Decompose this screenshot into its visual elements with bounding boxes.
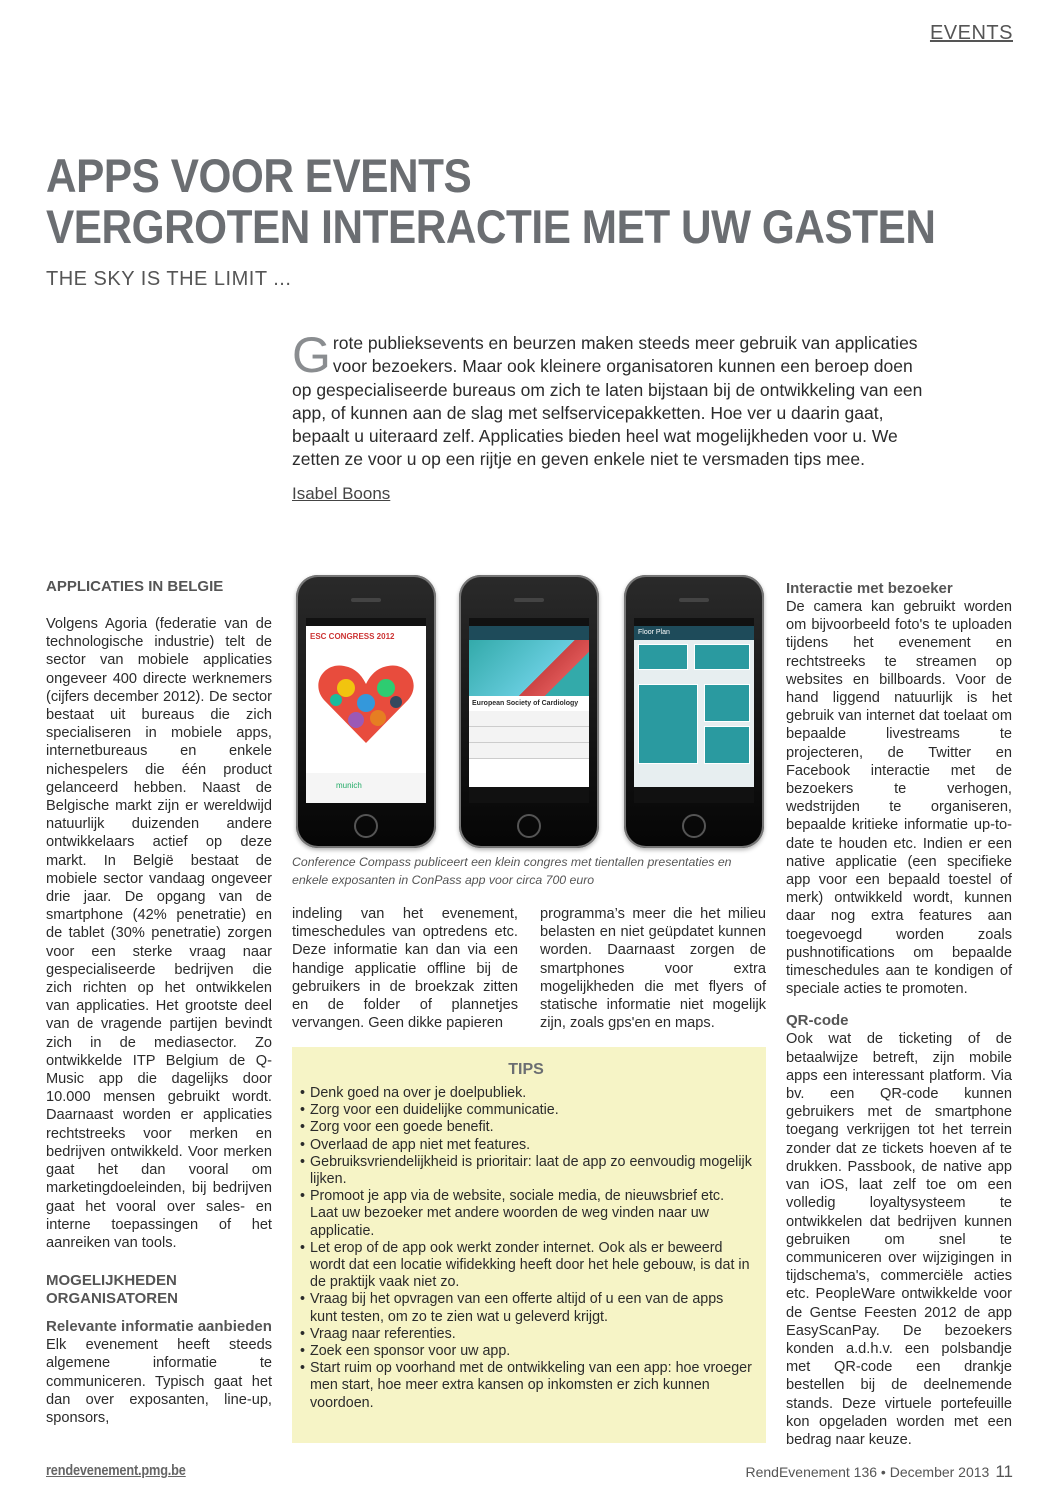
phone-floor-plan (624, 575, 764, 848)
footer-issue-info (746, 1462, 1014, 1482)
status-bar (306, 618, 426, 626)
booth (704, 684, 750, 722)
list-row (469, 743, 589, 759)
home-button (354, 814, 378, 838)
phone-screen (634, 618, 754, 803)
phones-image (292, 575, 766, 850)
headline-line-2: VERGROTEN INTERACTIE MET UW GASTEN (46, 200, 936, 253)
tip-item: • Gebruiksvriendelijkheid is prioritair: laat de app zo eenvoudig mogelijk lijken. (300, 1154, 752, 1188)
column-middle-right (540, 905, 766, 1032)
tip-item: • Promoot je app via de website, sociale media, de nieuwsbrief etc. Laat uw bezoeker met andere woorden de weg vinden naar uw applicatie. (300, 1188, 752, 1240)
tip-item: • Vraag naar referenties. (300, 1326, 752, 1343)
list-row (469, 711, 589, 727)
page-number: 11 (995, 1462, 1013, 1481)
column-right (786, 580, 1012, 1449)
headline-line-1: APPS VOOR EVENTS (46, 149, 472, 202)
booth (704, 726, 750, 764)
screen-title: ESC CONGRESS 2012 (306, 626, 426, 646)
screen-photo (469, 640, 589, 696)
tip-item: • Zoek een sponsor voor uw app. (300, 1343, 752, 1360)
nav-bar-title: Floor Plan (634, 626, 754, 640)
list-row (469, 727, 589, 743)
paragraph-middle-right: programma’s meer die het milieu belasten en niet geüpdatet kunnen worden. Daarnaast zorgen de smartphones voor extra mogelijkheden die met flyers of statische informatie niet mogelijk zijn, zoals gps'en en maps. (540, 906, 766, 1032)
tip-item: • Denk goed na over je doelpubliek. (300, 1085, 752, 1102)
heading-qr-code: QR-code (786, 1012, 849, 1030)
column-applicaties (46, 578, 272, 1427)
phone-speaker (514, 598, 544, 602)
booth (694, 644, 750, 670)
headline (46, 149, 936, 253)
phone-screen (306, 618, 426, 803)
tip-item: • Start ruim op voorhand met de ontwikkeling van een app: hoe vroeger men start, hoe meer extra kansen op inkomsten er zich kunnen voordoen. (300, 1360, 752, 1412)
phone-esc-congress (296, 575, 436, 848)
booth (638, 644, 688, 670)
tip-item: • Vraag bij het opvragen van een offerte altijd of u een van de apps kunt testen, om zo te zien wat u geleverd krijgt. (300, 1291, 752, 1325)
intro-text: rote publieksevents en beurzen maken steeds meer gebruik van applicaties voor bezoekers. Maar ook kleinere organisatoren kunnen een beroep doen op gespecialiseerde bureaus om zich te laten bijstaan bij de ontwikkeling van een app, of kunnen aan de slag met selfservicepakketten. Hoe ver u daarin gaat, bepaalt u uiteraard zelf. Applicaties bieden heel wat mogelijkheden voor u. We zetten ze voor u op een rijtje en geven enkele niet te versmaden tips mee. (292, 333, 923, 470)
home-button (682, 814, 706, 838)
kicker: THE SKY IS THE LIMIT ... (46, 268, 292, 290)
paragraph-relevante-informatie: Elk evenement heeft steeds algemene informatie te communiceren. Typisch gaat het dan over exposanten, line-up, sponsors, (46, 1337, 272, 1426)
heart-graphic (316, 658, 416, 748)
paragraph-interactie: De camera kan gebruikt worden om bijvoorbeeld foto's te uploaden tijdens het evenement en rechtstreeks te streamen op websites en billboards. Voor de hand liggend natuurlijk is het gebruik van internet dat toelaat om bepaalde livestreams te projecteren, de Twitter en Facebook interactie met de bezoekers te verhogen, wedstrijden te organiseren, bepaalde kritieke informatie up-to-date te houden etc. Indien er een native applicatie (een specifieke app voor een bepaald toestel of merk) ontwikkeld wordt, kunnen daar nog extra features aan toegevoegd worden zoals pushnotifications om bepaalde timeschedules aan te kondigen of speciale acties te promoten. (786, 599, 1012, 998)
paragraph-qr-code: Ook wat de ticketing of de betaalwijze betreft, zijn mobile apps een interessant platform. Via bv. een QR-code kunnen gebruikers met de smartphone toegang verkrijgen tot het terrein zonder dat ze tickets hoeven af te drukken. Passbook, de native app van iOS, laat zelf toe om een volledig loyaltysysteem te ontwikkelen dat bedrijven kunnen gebruiken om snel te communiceren over wijzigingen in tijdschema's, commerciële acties etc. PeopleWare ontwikkelde voor de Gentse Feesten 2012 de app EasyScanPay. De bezoekers konden a.d.h.v. een polsbandje met QR-code een drankje bestellen bij de deelnemende stands. Deze virtuele portefeuille kon opgeladen worden met een bedrag naar keuze. (786, 1031, 1012, 1448)
paragraph-middle-left: indeling van het evenement, timeschedules van optredens etc. Deze informatie kan dan via een handige applicatie offline bij de gebruikers in de broekzak zitten en de folder of plannetjes vervangen. Geen dikke papieren (292, 906, 518, 1032)
footer-issue: RendEvenement 136 • December 2013 (745, 1464, 990, 1480)
status-bar (634, 618, 754, 626)
footer-website-link[interactable]: rendevenement.pmg.be (46, 1462, 186, 1479)
tab-bar (634, 787, 754, 803)
status-bar (469, 618, 589, 626)
phone-cardiology (459, 575, 599, 848)
phone-screen (469, 618, 589, 803)
tips-title: TIPS (508, 1061, 544, 1078)
intro-paragraph (292, 327, 932, 472)
screen-title: European Society of Cardiology (472, 700, 579, 707)
screen-footer: munich (306, 773, 426, 803)
dropcap: G (292, 327, 331, 383)
image-caption: Conference Compass publiceert een klein congres met tientallen presentaties en enkele exposanten in ConPass app voor circa 700 euro (292, 855, 732, 887)
floor-plan (634, 640, 754, 787)
tip-item: • Let erop of de app ook werkt zonder internet. Ook als er beweerd wordt dat een locatie wifidekking heeft door het hele gebouw, is dat in de praktijk vaak niet zo. (300, 1240, 752, 1292)
home-button (517, 814, 541, 838)
phone-speaker (679, 598, 709, 602)
tips-list (300, 1085, 752, 1412)
heading-mogelijkheden: MOGELIJKHEDEN ORGANISATOREN (46, 1272, 178, 1308)
tip-item: • Zorg voor een duidelijke communicatie. (300, 1102, 752, 1119)
tip-item: • Overlaad de app niet met features. (300, 1137, 752, 1154)
phone-speaker (351, 598, 381, 602)
column-middle-left (292, 905, 518, 1032)
heading-interactie: Interactie met bezoeker (786, 580, 953, 597)
section-tag: EVENTS (929, 22, 1013, 44)
author-link[interactable]: Isabel Boons (292, 484, 391, 503)
tab-bar (469, 787, 589, 803)
nav-bar (469, 626, 589, 640)
paragraph-applicaties: Volgens Agoria (federatie van de technologische industrie) telt de sector van mobiele applicaties ongeveer 400 directe werknemers (cijfers december 2012). De sector bestaat uit bureaus die zich specialiseren in mobiele apps, internetbureaus en enkele nichespelers die één product gelanceerd hebben. Naast de Belgische markt zijn er wereldwijd natuurlijk duizenden andere ontwikkelaars actief op deze markt. In België bestaat de mobiele sector vandaag ongeveer drie jaar. De opgang van de smartphone (42% penetratie) en de tablet (30% penetratie) zorgen voor een sterke vraag naar gespecialiseerde bedrijven die zich richten op het ontwikkelen van applicaties. Het grootste deel van de vragende partijen bevindt zich in de mediasector. Zo ontwikkelde ITP Belgium de Q-Music app die dagelijks door 10.000 mensen gebruikt wordt. Daarnaast worden er applicaties rechtstreeks voor merken en bedrijven ontwikkeld. Voor merken gaat het dan vooral om marketingdoeleinden, bij bedrijven gaat het vooral over sales- en interne toepassingen of het aanreiken van tools. (46, 616, 272, 1251)
booth (638, 684, 698, 764)
tip-item: • Zorg voor een goede benefit. (300, 1119, 752, 1136)
subheading-relevante-informatie: Relevante informatie aanbieden (46, 1318, 272, 1336)
heading-applicaties: APPLICATIES IN BELGIE (46, 578, 224, 595)
tips-box (292, 1047, 766, 1443)
